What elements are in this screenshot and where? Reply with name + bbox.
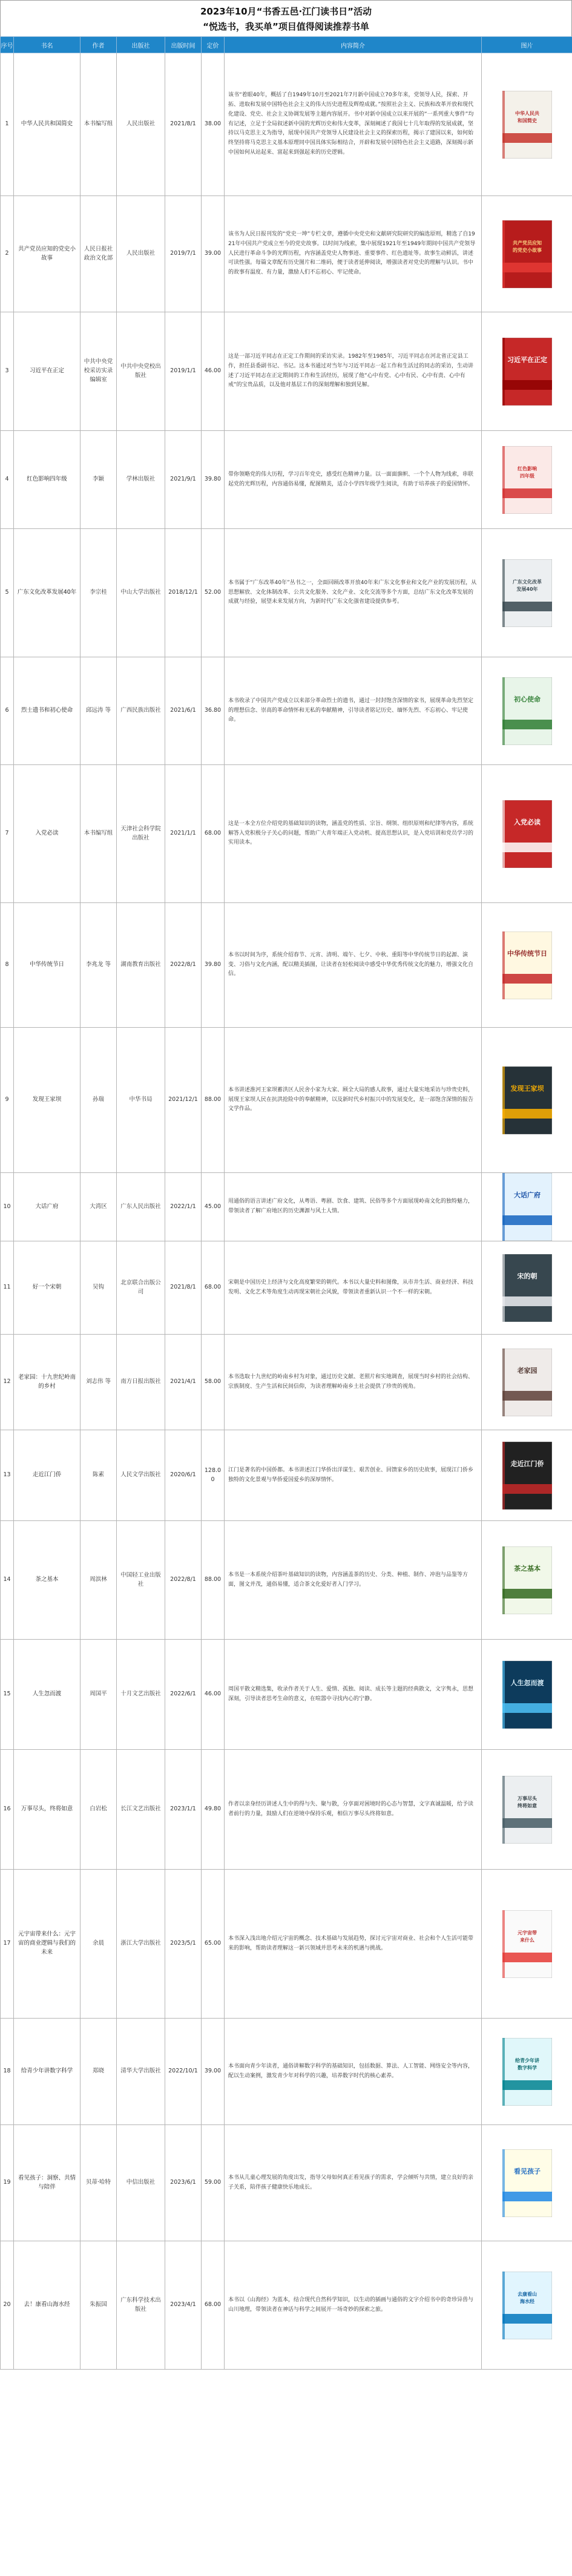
book-date: 2021/9/1 [165, 431, 202, 529]
book-cover-cell [482, 1335, 572, 1430]
cover-background [502, 2272, 552, 2339]
cover-band [502, 843, 552, 852]
col-author: 作者 [81, 37, 117, 53]
col-cover: 图片 [482, 37, 572, 53]
page-title: 2023年10月“书香五邑·江门读书日”活动 [200, 6, 372, 17]
cover-spine [502, 2038, 505, 2106]
cover-background [502, 2149, 552, 2217]
book-cover-cell [482, 196, 572, 312]
cover-title-text: 走近江门侨 [510, 1459, 544, 1468]
book-author: 郑晓 [81, 2019, 117, 2125]
book-intro: 宋朝是中国历史上经济与文化高度繁荣的朝代。本书以大量史料和图像，从市井生活、商业经济、科技发明、文化艺术等角度生动再现宋朝社会风貌，带领读者重新认识一个不一样的宋朝。 [225, 1241, 482, 1335]
book-cover-cell [482, 1521, 572, 1640]
book-cover-image [502, 1910, 552, 1978]
col-intro: 内容简介 [225, 37, 482, 53]
book-no: 17 [1, 1870, 14, 2019]
book-title: 看见孩子：洞察、共情与陪伴 [14, 2125, 81, 2241]
book-date: 2022/8/1 [165, 1521, 202, 1640]
book-cover-image [502, 1066, 552, 1134]
cover-spine [502, 1546, 505, 1614]
book-cover-image [502, 800, 552, 868]
book-title: 去！康看山海水经 [14, 2241, 81, 2370]
book-intro: 本书属于“广东改革40年”丛书之一，全面回顾改革开放40年来广东文化事业和文化产业的发展历程，从思想解放、文化体制改革、公共文化服务、文化产业、文化交流等多个方面，总结广东文化改革发展的成就与经验，展望未来发展方向，为新时代广东文化强省建设提供参考。 [225, 529, 482, 657]
book-author: 本书编写组 [81, 53, 117, 196]
cover-band [502, 2314, 552, 2324]
book-title: 老家园：十九世纪岭南的乡村 [14, 1335, 81, 1430]
cover-title-text: 中华人民共和国简史 [514, 110, 539, 123]
book-author: 周滨林 [81, 1521, 117, 1640]
book-publisher: 学林出版社 [117, 431, 165, 529]
book-no: 9 [1, 1028, 14, 1173]
book-publisher: 人民文学出版社 [117, 1430, 165, 1521]
cover-band [502, 974, 552, 984]
book-title: 大话广府 [14, 1173, 81, 1241]
book-no: 13 [1, 1430, 14, 1521]
book-price: 36.80 [202, 657, 225, 765]
book-cover-image [502, 1661, 552, 1729]
book-date: 2023/4/1 [165, 2241, 202, 2370]
book-intro: 带你领略党的伟大历程，学习百年党史，感受红色精神力量。以一面面旗帜、一个个人物为线索，串联起党的光辉历程，内容通俗易懂，配图精美，适合小学四年级学生阅读，有助于培养孩子的爱国情怀。 [225, 431, 482, 529]
book-date: 2019/7/1 [165, 196, 202, 312]
book-intro: 本书从儿童心理发展的角度出发，指导父母如何真正看见孩子的需求，学会倾听与共情，建立良好的亲子关系，陪伴孩子健康快乐地成长。 [225, 2125, 482, 2241]
book-cover-image [502, 1254, 552, 1322]
book-intro: 本书收录了中国共产党成立以来部分革命烈士的遗书，通过一封封饱含深情的家书，展现革命先烈坚定的理想信念、崇高的革命情怀和无私的奉献精神，引导读者铭记历史、缅怀先烈、不忘初心、牢记使命。 [225, 657, 482, 765]
cover-background [502, 559, 552, 627]
book-title: 人生忽而渡 [14, 1640, 81, 1750]
book-cover-cell [482, 1870, 572, 2019]
book-price: 49.80 [202, 1750, 225, 1870]
cover-band [502, 1215, 552, 1225]
book-no: 19 [1, 2125, 14, 2241]
book-title: 入党必读 [14, 765, 81, 903]
book-title: 共产党员应知的党史小故事 [14, 196, 81, 312]
book-date: 2022/10/1 [165, 2019, 202, 2125]
cover-title-text: 入党必读 [513, 818, 541, 826]
book-cover-cell [482, 2241, 572, 2370]
cover-title-text: 共产党员应知的党史小故事 [512, 240, 542, 253]
book-cover-cell [482, 903, 572, 1028]
book-price: 46.00 [202, 1640, 225, 1750]
table-row [1, 903, 572, 1028]
cover-title-text: 老家园 [517, 1366, 537, 1375]
book-date: 2023/5/1 [165, 1870, 202, 2019]
book-no: 15 [1, 1640, 14, 1750]
cover-title-text: 广东文化改革发展40年 [512, 579, 542, 592]
book-publisher: 广西民族出版社 [117, 657, 165, 765]
book-cover-image [502, 1442, 552, 1510]
book-no: 14 [1, 1521, 14, 1640]
book-author: 本书编写组 [81, 765, 117, 903]
cover-background [502, 1066, 552, 1134]
cover-background [502, 677, 552, 745]
table-row [1, 196, 572, 312]
book-date: 2021/4/1 [165, 1335, 202, 1430]
table-row [1, 1430, 572, 1521]
cover-title-text: 红色影响四年级 [517, 465, 537, 479]
table-row [1, 1870, 572, 2019]
cover-band [502, 1589, 552, 1598]
cover-background [502, 2038, 552, 2106]
book-intro: 本书面向青少年读者，通俗讲解数字科学的基础知识，包括数据、算法、人工智能、网络安全等内容，配以生动案例，激发青少年对科学的兴趣，培养数字时代的核心素养。 [225, 2019, 482, 2125]
cover-title-text: 看见孩子 [513, 2167, 541, 2175]
col-no: 序号 [1, 37, 14, 53]
book-cover-image [502, 446, 552, 514]
book-author: 中共中央党校采访实录编辑室 [81, 312, 117, 431]
table-row [1, 1750, 572, 1870]
book-cover-image [502, 1776, 552, 1844]
book-publisher: 浙江大学出版社 [117, 1870, 165, 2019]
book-date: 2021/1/1 [165, 765, 202, 903]
cover-background [502, 220, 552, 288]
book-title: 万事尽头，终将如意 [14, 1750, 81, 1870]
book-author: 白岩松 [81, 1750, 117, 1870]
book-no: 3 [1, 312, 14, 431]
cover-background [502, 446, 552, 514]
book-cover-image [502, 220, 552, 288]
cover-title-text: 发现王家坝 [510, 1084, 544, 1092]
book-publisher: 人民出版社 [117, 196, 165, 312]
book-cover-cell [482, 2125, 572, 2241]
cover-title-text: 元宇宙带来什么 [517, 1930, 537, 1943]
book-publisher: 南方日报出版社 [117, 1335, 165, 1430]
book-title: 发现王家坝 [14, 1028, 81, 1173]
cover-spine [502, 559, 505, 627]
table-row [1, 765, 572, 903]
cover-background [502, 1442, 552, 1510]
cover-band [502, 2192, 552, 2201]
table-row [1, 529, 572, 657]
cover-band [502, 720, 552, 729]
cover-background [502, 932, 552, 999]
cover-spine [502, 338, 505, 406]
book-cover-image [502, 2272, 552, 2339]
book-publisher: 人民出版社 [117, 53, 165, 196]
book-no: 11 [1, 1241, 14, 1335]
cover-title-text: 宋的朝 [517, 1272, 537, 1280]
book-title: 中华人民共和国简史 [14, 53, 81, 196]
cover-background [502, 338, 552, 406]
cover-band [502, 602, 552, 611]
cover-spine [502, 1442, 505, 1510]
book-cover-cell [482, 1173, 572, 1241]
book-no: 16 [1, 1750, 14, 1870]
book-publisher: 中国轻工业出版社 [117, 1521, 165, 1640]
book-cover-image [502, 1546, 552, 1614]
book-price: 59.00 [202, 2125, 225, 2241]
book-price: 45.00 [202, 1173, 225, 1241]
book-no: 7 [1, 765, 14, 903]
book-cover-image [502, 2038, 552, 2106]
book-cover-cell [482, 1640, 572, 1750]
book-intro: 本书讲述淮河王家坝蓄洪区人民舍小家为大家、顾全大局的感人故事，通过大量实地采访与珍贵史料，展现王家坝人民在抗洪抢险中的奉献精神，以及新时代乡村振兴中的发展变化，是一部饱含深情的报告文学作品。 [225, 1028, 482, 1173]
cover-title-text: 中华传统节日 [507, 949, 547, 958]
book-date: 2022/1/1 [165, 1173, 202, 1241]
book-intro: 本书深入浅出地介绍元宇宙的概念、技术基础与发展趋势，探讨元宇宙对商业、社会和个人生活可能带来的影响，帮助读者理解这一新兴领域并思考未来的机遇与挑战。 [225, 1870, 482, 2019]
book-author: 贝蒂·哈特 [81, 2125, 117, 2241]
book-cover-image [502, 338, 552, 406]
table-row [1, 1640, 572, 1750]
book-publisher: 北京联合出版公司 [117, 1241, 165, 1335]
book-publisher: 十月文艺出版社 [117, 1640, 165, 1750]
book-date: 2022/8/1 [165, 903, 202, 1028]
book-publisher: 中山大学出版社 [117, 529, 165, 657]
cover-band [502, 1391, 552, 1401]
book-intro: 本书以时间为序，系统介绍春节、元宵、清明、端午、七夕、中秋、重阳等中华传统节日的起源、演变、习俗与文化内涵，配以精美插图，让读者在轻松阅读中感受中华优秀传统文化的魅力，增强文化自信。 [225, 903, 482, 1028]
book-date: 2021/8/1 [165, 53, 202, 196]
table-row [1, 1173, 572, 1241]
page-subtitle: “悦选书，我买单”项目值得阅读推荐书单 [203, 21, 369, 32]
book-cover-cell [482, 1430, 572, 1521]
cover-spine [502, 1776, 505, 1844]
book-price: 52.00 [202, 529, 225, 657]
table-row [1, 1241, 572, 1335]
cover-background [502, 1661, 552, 1729]
book-cover-cell [482, 2019, 572, 2125]
book-author: 周国平 [81, 1640, 117, 1750]
book-cover-image [502, 2149, 552, 2217]
book-cover-image [502, 559, 552, 627]
book-price: 39.80 [202, 431, 225, 529]
book-price: 68.00 [202, 765, 225, 903]
book-cover-image [502, 1173, 552, 1241]
cover-title-text: 万事尽头终将如意 [517, 1795, 537, 1809]
table-row [1, 2019, 572, 2125]
book-author: 陈素 [81, 1430, 117, 1521]
book-date: 2020/6/1 [165, 1430, 202, 1521]
cover-spine [502, 1066, 505, 1134]
book-no: 2 [1, 196, 14, 312]
cover-background [502, 1349, 552, 1416]
book-publisher: 广东人民出版社 [117, 1173, 165, 1241]
book-date: 2021/8/1 [165, 1241, 202, 1335]
cover-band [502, 133, 552, 143]
book-no: 18 [1, 2019, 14, 2125]
book-cover-cell [482, 312, 572, 431]
book-intro: 该书“着眼40年，概括了自1949年10月至2021年7月新中国成立70多年来，党领导人民，探索、开拓、进取和发展中国特色社会主义的伟大历史进程及辉煌成就。”按照社会主义、民族和改革开放和现代化建设、党史、社会主义协调发展等主题内容展开。书中对新中国成立以来开展的“一系列重大事件”均有记述，立足于全局叙述新中国的光辉历史和伟大变革，深刻阐述了我国七十几年取得的发展成就，坚持以马克思主义为指导，展现中国共产党领导人民建设社会主义的探索历程，揭示了建国以来，如何始终坚持将马克思主义基本原理同中国具体实际相结合，开辟和发展中国特色社会主义道路，深刻揭示新中国如何从站起来、富起来到强起来的历史逻辑。 [225, 53, 482, 196]
book-no: 12 [1, 1335, 14, 1430]
book-title: 给青少年讲数字科学 [14, 2019, 81, 2125]
book-title: 茶之基本 [14, 1521, 81, 1640]
book-publisher: 清华大学出版社 [117, 2019, 165, 2125]
book-date: 2021/6/1 [165, 657, 202, 765]
page-header [0, 0, 572, 36]
book-publisher: 中信出版社 [117, 2125, 165, 2241]
cover-spine [502, 91, 505, 159]
book-intro: 这是一部习近平同志在正定工作期间的采访实录。1982年至1985年，习近平同志在河北省正定县工作，担任县委副书记、书记。这本书通过对当年与习近平同志一起工作和生活过的同志的采访，生动讲述了习近平同志在正定期间的工作和生活经历，展现了他“心中有党、心中有民、心中有责、心中有戒”的宝贵品质，以及他对基层工作的深刻理解和独到见解。 [225, 312, 482, 431]
cover-band [502, 2080, 552, 2090]
book-intro: 周国平散文精选集，收录作者关于人生、爱情、孤独、阅读、成长等主题的经典散文，文字隽永，思想深刻，引导读者思考生命的意义，在喧嚣中寻找内心的宁静。 [225, 1640, 482, 1750]
cover-spine [502, 2272, 505, 2339]
book-author: 刘志伟 等 [81, 1335, 117, 1430]
cover-title-text: 去康看山海水经 [517, 2291, 537, 2304]
book-price: 46.00 [202, 312, 225, 431]
book-no: 10 [1, 1173, 14, 1241]
table-header-row [1, 37, 572, 53]
book-price: 65.00 [202, 1870, 225, 2019]
book-no: 4 [1, 431, 14, 529]
book-intro: 该书为人民日报刊发的“党史一坤”专栏文章，遵循中央党史和文献研究院研究的编选原则，精选了自1921年中国共产党成立至今的党史故事。以时间为线索，集中展现1921年至1949年期间中国共产党领导人民进行革命斗争的光辉历程，内容涵盖党史人物事迹、重要事件、红色遗址等。故事生动鲜活，讲述可读性强。每篇文章配有历史图片和二维码，便于读者延伸阅读，增强读者对党史的理解与认识。书中的故事有温度、有力量，激励人们不忘初心、牢记使命。 [225, 196, 482, 312]
cover-spine [502, 2149, 505, 2217]
cover-spine [502, 446, 505, 514]
book-no: 5 [1, 529, 14, 657]
book-no: 1 [1, 53, 14, 196]
cover-background [502, 91, 552, 159]
book-cover-cell [482, 529, 572, 657]
book-author: 李颖 [81, 431, 117, 529]
book-intro: 作者以亲身经历讲述人生中的得与失、聚与散，分享面对困境时的心态与智慧，文字真诚温暖，给予读者前行的力量，鼓励人们在逆境中保持乐观，相信万事尽头终将如意。 [225, 1750, 482, 1870]
book-cover-image [502, 932, 552, 999]
book-author: 人民日报社政治文化部 [81, 196, 117, 312]
book-price: 38.00 [202, 53, 225, 196]
book-date: 2022/6/1 [165, 1640, 202, 1750]
book-title: 广东文化改革发展40年 [14, 529, 81, 657]
book-publisher: 长江文艺出版社 [117, 1750, 165, 1870]
cover-band [502, 1484, 552, 1494]
cover-band [502, 488, 552, 498]
book-no: 20 [1, 2241, 14, 2370]
book-title: 走近江门侨 [14, 1430, 81, 1521]
cover-spine [502, 1910, 505, 1978]
book-publisher: 湖南教育出版社 [117, 903, 165, 1028]
book-price: 88.00 [202, 1028, 225, 1173]
book-no: 8 [1, 903, 14, 1028]
book-title: 好一个宋朝 [14, 1241, 81, 1335]
book-date: 2018/12/1 [165, 529, 202, 657]
table-row [1, 312, 572, 431]
cover-band [502, 1953, 552, 1962]
book-author: 吴钩 [81, 1241, 117, 1335]
table-row [1, 1028, 572, 1173]
book-author: 余晨 [81, 1870, 117, 2019]
book-intro: 用通俗的语言讲述广府文化，从粤语、粤剧、饮食、建筑、民俗等多个方面展现岭南文化的独特魅力，带领读者了解广府地区的历史渊源与风土人情。 [225, 1173, 482, 1241]
col-price: 定价 [202, 37, 225, 53]
book-author: 李宗桂 [81, 529, 117, 657]
cover-band [502, 263, 552, 272]
book-no: 6 [1, 657, 14, 765]
book-title: 习近平在正定 [14, 312, 81, 431]
cover-spine [502, 1349, 505, 1416]
book-cover-image [502, 1349, 552, 1416]
table-row [1, 1521, 572, 1640]
table-row [1, 53, 572, 196]
book-author: 李兆龙 等 [81, 903, 117, 1028]
cover-background [502, 800, 552, 868]
book-cover-cell [482, 53, 572, 196]
book-price: 88.00 [202, 1521, 225, 1640]
book-author: 大湾区 [81, 1173, 117, 1241]
book-author: 朱振国 [81, 2241, 117, 2370]
cover-title-text: 初心使命 [513, 695, 541, 703]
book-price: 128.00 [202, 1430, 225, 1521]
book-cover-cell [482, 765, 572, 903]
booklist-table [0, 36, 572, 2370]
table-row [1, 2241, 572, 2370]
book-title: 红色影响四年级 [14, 431, 81, 529]
cover-background [502, 1173, 552, 1241]
book-title: 烈士遗书和初心使命 [14, 657, 81, 765]
book-price: 39.80 [202, 903, 225, 1028]
book-title: 元宇宙带来什么：元宇宙的商业逻辑与我们的未来 [14, 1870, 81, 2019]
book-price: 68.00 [202, 2241, 225, 2370]
book-cover-cell [482, 1750, 572, 1870]
cover-spine [502, 1254, 505, 1322]
cover-spine [502, 800, 505, 868]
book-cover-image [502, 677, 552, 745]
book-date: 2021/12/1 [165, 1028, 202, 1173]
book-date: 2023/6/1 [165, 2125, 202, 2241]
col-date: 出版时间 [165, 37, 202, 53]
book-publisher: 广东科学技术出版社 [117, 2241, 165, 2370]
book-publisher: 天津社会科学院出版社 [117, 765, 165, 903]
table-row [1, 657, 572, 765]
cover-band [502, 1703, 552, 1713]
cover-band [502, 1109, 552, 1119]
book-cover-cell [482, 657, 572, 765]
cover-title-text: 习近平在正定 [507, 355, 547, 364]
book-price: 68.00 [202, 1241, 225, 1335]
book-date: 2019/1/1 [165, 312, 202, 431]
cover-spine [502, 1173, 505, 1241]
book-price: 58.00 [202, 1335, 225, 1430]
book-author: 孙瑞 [81, 1028, 117, 1173]
book-intro: 江门是著名的中国侨都。本书讲述江门华侨出洋谋生、艰苦创业、回馈家乡的历史故事，展现江门侨乡独特的文化景观与华侨爱国爱乡的深厚情怀。 [225, 1430, 482, 1521]
book-intro: 这是一本全方位介绍党的基础知识的读物，涵盖党的性质、宗旨、纲领、组织原则和纪律等内容，系统解答入党积极分子关心的问题，帮助广大青年端正入党动机、提高思想认识，是入党培训和党员学习的实用读本。 [225, 765, 482, 903]
book-intro: 本书是一本系统介绍茶叶基础知识的读物，内容涵盖茶的历史、分类、种植、制作、冲泡与品鉴等方面，图文并茂，通俗易懂，适合茶文化爱好者入门学习。 [225, 1521, 482, 1640]
book-cover-cell [482, 431, 572, 529]
table-row [1, 2125, 572, 2241]
cover-band [502, 1296, 552, 1306]
cover-spine [502, 677, 505, 745]
cover-band [502, 1818, 552, 1828]
cover-spine [502, 220, 505, 288]
cover-background [502, 1776, 552, 1844]
book-price: 39.00 [202, 2019, 225, 2125]
col-publisher: 出版社 [117, 37, 165, 53]
book-date: 2023/1/1 [165, 1750, 202, 1870]
book-author: 邱远涛 等 [81, 657, 117, 765]
book-intro: 本书以《山海经》为蓝本，结合现代自然科学知识，以生动的插画与通俗的文字介绍书中的奇珍异兽与山川地理，带领读者在神话与科学之间展开一场奇妙的探索之旅。 [225, 2241, 482, 2370]
book-intro: 本书选取十九世纪的岭南乡村为对象，通过历史文献、老照片和实地调查，展现当时乡村的社会结构、宗族制度、生产生活和民间信仰，为读者理解岭南乡土社会提供了珍贵的视角。 [225, 1335, 482, 1430]
cover-title-text: 人生忽而渡 [510, 1678, 544, 1687]
cover-title-text: 大话广府 [513, 1191, 541, 1199]
col-title: 书名 [14, 37, 81, 53]
book-publisher: 中共中央党校出版社 [117, 312, 165, 431]
cover-spine [502, 932, 505, 999]
book-price: 39.00 [202, 196, 225, 312]
cover-background [502, 1910, 552, 1978]
cover-title-text: 茶之基本 [513, 1564, 541, 1572]
cover-background [502, 1546, 552, 1614]
cover-title-text: 给青少年讲数字科学 [514, 2057, 539, 2071]
cover-band [502, 380, 552, 390]
book-cover-image [502, 91, 552, 159]
table-row [1, 1335, 572, 1430]
book-publisher: 中华书局 [117, 1028, 165, 1173]
cover-background [502, 1254, 552, 1322]
book-cover-cell [482, 1241, 572, 1335]
cover-spine [502, 1661, 505, 1729]
book-cover-cell [482, 1028, 572, 1173]
book-title: 中华传统节日 [14, 903, 81, 1028]
table-row [1, 431, 572, 529]
